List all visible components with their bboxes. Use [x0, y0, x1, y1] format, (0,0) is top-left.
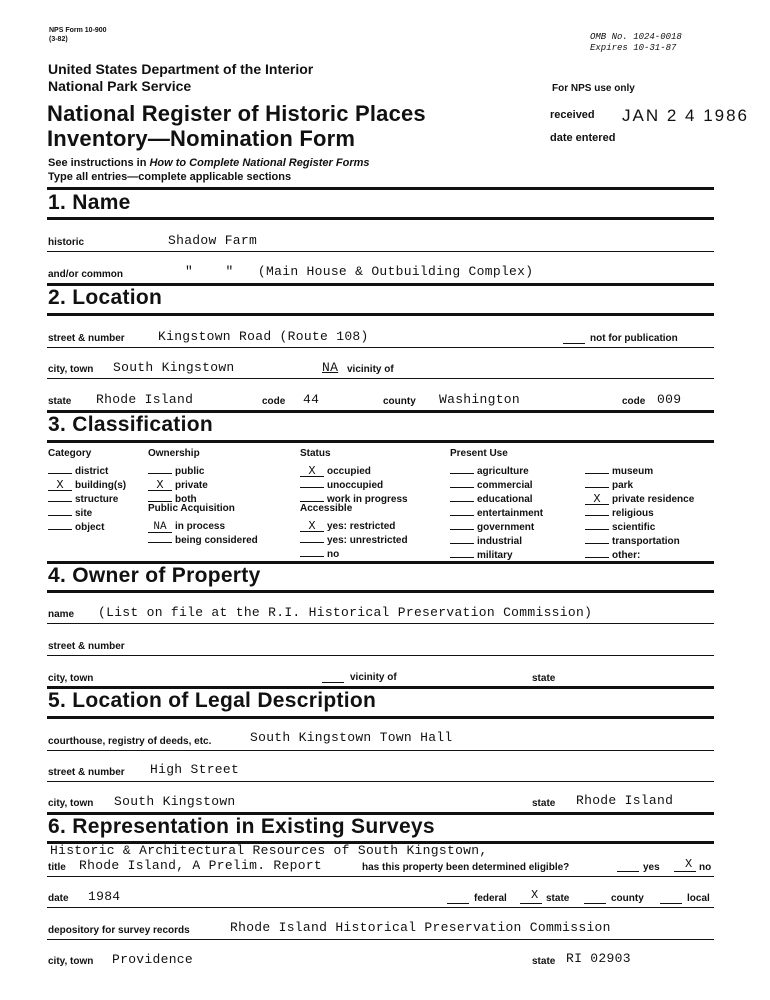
instructions-line2: Type all entries—complete applicable sections	[48, 171, 292, 183]
check-blank[interactable]	[48, 506, 72, 516]
check-blank[interactable]	[148, 492, 172, 502]
option-label: work in progress	[327, 494, 408, 505]
survey-title-line1[interactable]: Historic & Architectural Resources of South Kingstown,	[50, 843, 488, 858]
historic-label: historic	[48, 237, 85, 248]
section-rule	[47, 440, 714, 443]
field-line	[47, 347, 714, 348]
check-blank[interactable]	[585, 520, 609, 530]
option-label: government	[477, 522, 535, 533]
county-field[interactable]: Washington	[439, 392, 521, 407]
check-blank[interactable]	[450, 520, 474, 530]
received-stamp: JAN 2 4 1986	[622, 106, 750, 125]
owner-city-label: city, town	[48, 673, 94, 684]
option-label: industrial	[477, 536, 523, 547]
legal-city-label: city, town	[48, 798, 94, 809]
form-number: NPS Form 10-900	[49, 27, 107, 34]
depository-state-field[interactable]: RI 02903	[566, 951, 631, 966]
field-line	[47, 907, 714, 908]
option-label: public	[175, 466, 205, 477]
county-label: county	[383, 396, 416, 407]
option-label: in process	[175, 521, 226, 532]
option-label: being considered	[175, 535, 258, 546]
check-blank[interactable]	[450, 548, 474, 558]
legal-city-field[interactable]: South Kingstown	[114, 794, 236, 809]
accessible-heading: Accessible	[300, 503, 353, 514]
check-blank[interactable]: X	[585, 495, 609, 505]
federal-label: federal	[474, 893, 507, 904]
field-line	[47, 781, 714, 782]
eligible-no-mark[interactable]: X	[685, 857, 693, 871]
check-blank[interactable]	[148, 464, 172, 474]
section-3-title: 3. Classification	[48, 413, 213, 436]
form-revision: (3-82)	[49, 36, 68, 43]
status-heading: Status	[300, 448, 331, 459]
state-code-field[interactable]: 44	[303, 392, 320, 407]
county-code-label: code	[622, 396, 646, 407]
check-blank[interactable]: X	[300, 467, 324, 477]
form-title-line2: Inventory—Nomination Form	[47, 126, 356, 151]
field-line	[47, 378, 714, 379]
depository-label: depository for survey records	[48, 925, 190, 936]
courthouse-field[interactable]: South Kingstown Town Hall	[250, 730, 453, 745]
common-name-label: and/or common	[48, 269, 124, 280]
option-label: park	[612, 480, 634, 491]
field-line	[47, 655, 714, 656]
option-label: religious	[612, 508, 654, 519]
check-blank[interactable]: X	[300, 522, 324, 532]
survey-date-label: date	[48, 893, 69, 904]
not-for-publication-blank[interactable]	[563, 343, 585, 344]
check-blank[interactable]	[450, 464, 474, 474]
check-blank[interactable]	[48, 492, 72, 502]
check-blank[interactable]	[300, 547, 324, 557]
eligible-no-blank[interactable]	[674, 871, 696, 872]
county-level-label: county	[611, 893, 644, 904]
survey-date-field[interactable]: 1984	[88, 889, 121, 904]
local-blank[interactable]	[660, 903, 682, 904]
department-name: United States Department of the Interior	[48, 61, 314, 77]
nps-use-label: For NPS use only	[552, 83, 635, 94]
vicinity-label: vicinity of	[347, 364, 394, 375]
owner-name-label: name	[48, 609, 75, 620]
date-entered-label: date entered	[550, 132, 616, 144]
city-town-label: city, town	[48, 364, 94, 375]
depository-state-label: state	[532, 956, 556, 967]
option-label: educational	[477, 494, 533, 505]
state-label: state	[48, 396, 72, 407]
option-label: transportation	[612, 536, 680, 547]
option-label: commercial	[477, 480, 533, 491]
county-code-field[interactable]: 009	[657, 392, 682, 407]
classification-option[interactable]	[48, 517, 104, 535]
legal-state-field[interactable]: Rhode Island	[576, 793, 674, 808]
owner-vicinity-blank[interactable]	[322, 682, 344, 683]
code-label: code	[262, 396, 286, 407]
ownership-heading: Ownership	[148, 448, 200, 459]
section-1-title: 1. Name	[48, 191, 131, 214]
section-rule	[47, 217, 714, 220]
option-label: scientific	[612, 522, 656, 533]
option-label: site	[75, 508, 93, 519]
check-blank[interactable]	[585, 464, 609, 474]
owner-state-label: state	[532, 673, 556, 684]
check-blank[interactable]	[450, 534, 474, 544]
local-label: local	[687, 893, 710, 904]
section-6-title: 6. Representation in Existing Surveys	[48, 815, 435, 838]
section-2-title: 2. Location	[48, 286, 163, 309]
check-blank[interactable]: NA	[148, 523, 172, 533]
category-heading: Category	[48, 448, 92, 459]
option-label: other:	[612, 550, 641, 561]
street-number-label: street & number	[48, 333, 125, 344]
field-line	[47, 939, 714, 940]
city-town-field[interactable]: South Kingstown	[113, 360, 235, 375]
check-blank[interactable]: X	[48, 481, 72, 491]
option-label: no	[327, 549, 340, 560]
state-field[interactable]: Rhode Island	[96, 392, 194, 407]
section-rule	[47, 187, 714, 190]
section-rule	[47, 716, 714, 719]
check-blank[interactable]	[48, 464, 72, 474]
received-label: received	[550, 109, 595, 121]
historic-name-field[interactable]: Shadow Farm	[168, 233, 258, 248]
instructions-line1: See instructions in How to Complete National Register Forms	[48, 157, 370, 169]
owner-street-label: street & number	[48, 641, 125, 652]
option-label: unoccupied	[327, 480, 384, 491]
option-label: museum	[612, 466, 654, 477]
present-use-heading: Present Use	[450, 448, 508, 459]
option-label: private	[175, 480, 208, 491]
federal-blank[interactable]	[447, 903, 469, 904]
option-label: agriculture	[477, 466, 529, 477]
field-line	[47, 876, 714, 877]
legal-state-label: state	[532, 798, 556, 809]
eligible-yes-blank[interactable]	[617, 871, 639, 872]
field-line	[47, 623, 714, 624]
vicinity-mark[interactable]: NA	[322, 360, 339, 375]
check-blank[interactable]	[585, 534, 609, 544]
check-blank[interactable]	[300, 492, 324, 502]
depository-field[interactable]: Rhode Island Historical Preservation Commission	[230, 920, 611, 935]
check-blank[interactable]	[300, 533, 324, 543]
county-blank[interactable]	[584, 903, 606, 904]
survey-title-line2[interactable]: Rhode Island, A Prelim. Report	[79, 858, 323, 873]
field-line	[47, 750, 714, 751]
option-label: object	[75, 522, 105, 533]
check-blank[interactable]	[585, 548, 609, 558]
option-label: district	[75, 466, 109, 477]
state-mark[interactable]: X	[531, 888, 539, 902]
form-title-line1: National Register of Historic Places	[47, 101, 426, 126]
option-label: occupied	[327, 466, 371, 477]
check-blank[interactable]	[148, 533, 172, 543]
eligible-no-label: no	[699, 862, 712, 873]
common-name-field[interactable]: " " (Main House & Outbuilding Complex)	[185, 264, 534, 279]
eligible-yes-label: yes	[643, 862, 660, 873]
classification-option[interactable]	[148, 530, 258, 548]
option-label: private residence	[612, 494, 695, 505]
legal-street-field[interactable]: High Street	[150, 762, 240, 777]
survey-title-label: title	[48, 862, 66, 873]
option-label: structure	[75, 494, 119, 505]
option-label: building(s)	[75, 480, 127, 491]
option-label: entertainment	[477, 508, 544, 519]
option-label: yes: restricted	[327, 521, 396, 532]
section-4-title: 4. Owner of Property	[48, 564, 261, 587]
check-blank[interactable]	[585, 506, 609, 516]
option-label: yes: unrestricted	[327, 535, 408, 546]
street-number-field[interactable]: Kingstown Road (Route 108)	[158, 329, 369, 344]
option-label: both	[175, 494, 197, 505]
depository-city-field[interactable]: Providence	[112, 952, 194, 967]
public-acquisition-heading: Public Acquisition	[148, 503, 235, 514]
check-blank[interactable]	[48, 520, 72, 530]
owner-name-field[interactable]: (List on file at the R.I. Historical Preservation Commission)	[98, 605, 593, 620]
check-blank[interactable]: X	[148, 481, 172, 491]
check-blank[interactable]	[300, 478, 324, 488]
check-blank[interactable]	[450, 506, 474, 516]
omb-number: OMB No. 1024-0018	[590, 32, 682, 42]
section-rule	[47, 313, 714, 316]
option-label: military	[477, 550, 513, 561]
expiration-date: Expires 10-31-87	[590, 43, 677, 53]
check-blank[interactable]	[450, 492, 474, 502]
not-for-publication-label: not for publication	[590, 333, 678, 344]
field-line	[47, 251, 714, 252]
courthouse-label: courthouse, registry of deeds, etc.	[48, 736, 212, 747]
service-name: National Park Service	[48, 78, 192, 94]
check-blank[interactable]	[450, 478, 474, 488]
depository-city-label: city, town	[48, 956, 94, 967]
classification-option[interactable]	[300, 544, 339, 562]
state-blank[interactable]	[520, 903, 542, 904]
eligible-question: has this property been determined eligible?	[362, 862, 570, 873]
section-rule	[47, 590, 714, 593]
legal-street-label: street & number	[48, 767, 125, 778]
check-blank[interactable]	[585, 478, 609, 488]
owner-vicinity-label: vicinity of	[350, 672, 397, 683]
section-5-title: 5. Location of Legal Description	[48, 689, 377, 712]
state-level-label: state	[546, 893, 570, 904]
